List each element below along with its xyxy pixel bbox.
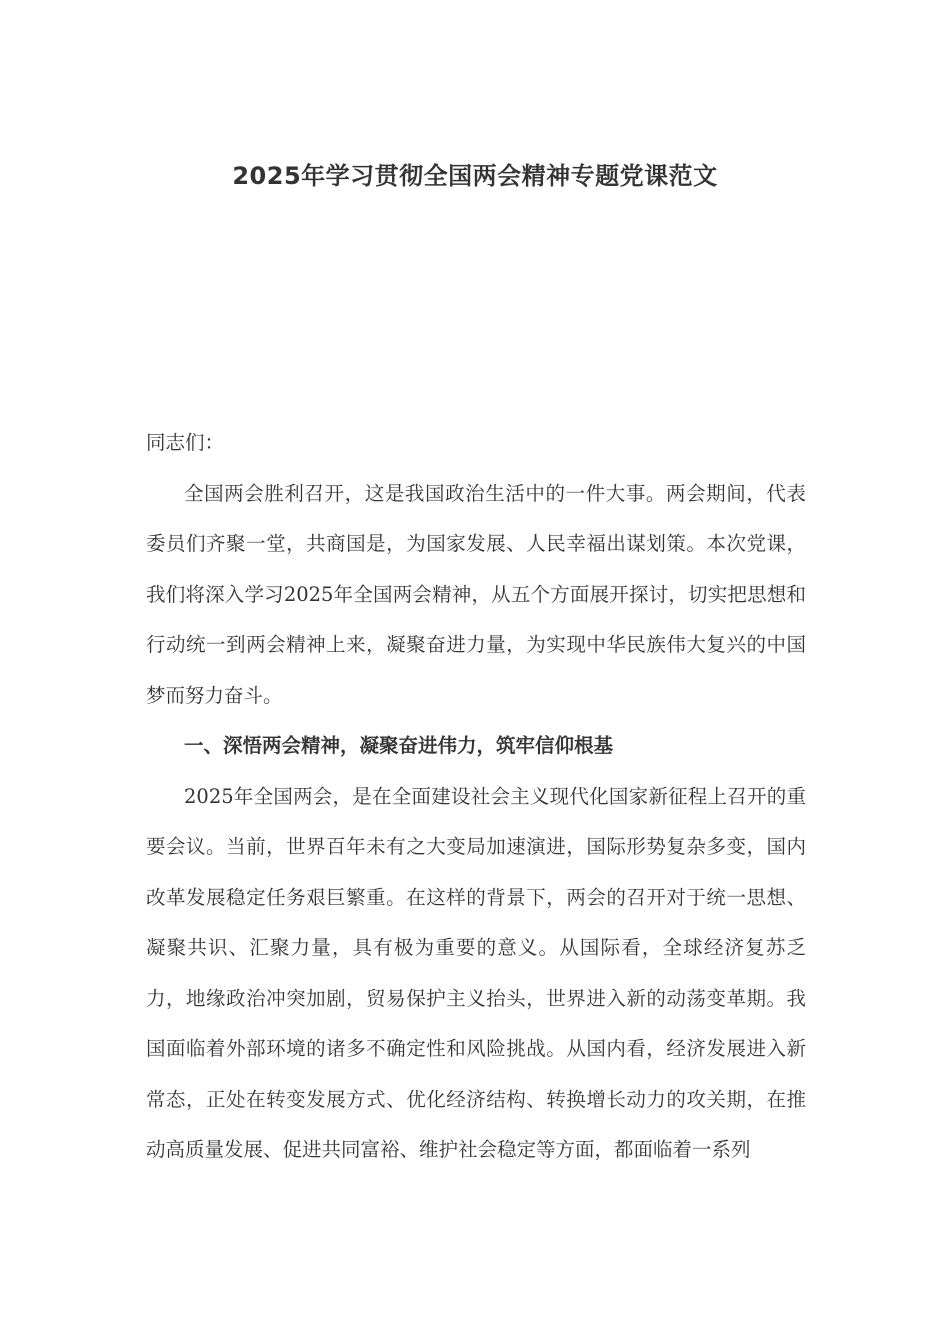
section-1-heading: 一、深悟两会精神，凝聚奋进伟力，筑牢信仰根基 (184, 734, 614, 757)
document-title: 2025年学习贯彻全国两会精神专题党课范文 (232, 162, 718, 190)
salutation: 同志们： (146, 431, 225, 454)
intro-paragraph: 全国两会胜利召开，这是我国政治生活中的一件大事。两会期间，代表委员们齐聚一堂，共商国是，为国家发展、人民幸福出谋划策。本次党课，我们将深入学习2025年全国两会精神，从五个方面展开探讨，切实把思想和行动统一到两会精神上来，凝聚奋进力量，为实现中华民族伟大复兴的中国梦而努力奋斗。 (146, 481, 806, 707)
section-1-paragraph: 2025年全国两会，是在全面建设社会主义现代化国家新征程上召开的重要会议。当前，世界百年未有之大变局加速演进，国际形势复杂多变，国内改革发展稳定任务艰巨繁重。在这样的背景下，两会的召开对于统一思想、凝聚共识、汇聚力量，具有极为重要的意义。从国际看，全球经济复苏乏力，地缘政治冲突加剧，贸易保护主义抬头，世界进入新的动荡变革期。我国面临着外部环境的诸多不确定性和风险挑战。从国内看，经济发展进入新常态，正处在转变发展方式、优化经济结构、转换增长动力的攻关期，在推动高质量发展、促进共同富裕、维护社会稳定等方面，都面临着一系列 (146, 784, 806, 1161)
document-body (146, 418, 806, 1176)
